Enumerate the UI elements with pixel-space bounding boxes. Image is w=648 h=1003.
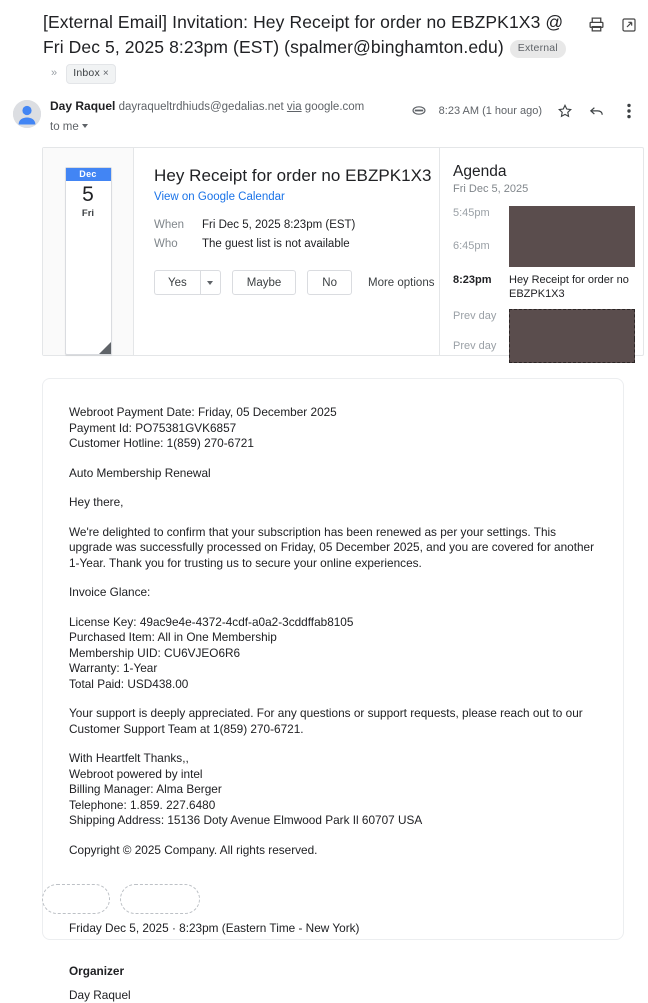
invitation-details	[134, 148, 439, 355]
invoice-glance-heading: Invoice Glance:	[69, 585, 597, 601]
smart-feature-icon	[412, 105, 426, 116]
agenda-redacted-block	[509, 339, 635, 363]
organizer-section	[69, 963, 597, 1003]
rsvp-no-button[interactable]: No	[307, 270, 352, 295]
agenda-title: Agenda	[453, 162, 635, 181]
copyright-line: Copyright © 2025 Company. All rights reserved.	[69, 843, 597, 859]
agenda-time: 8:23pm	[453, 273, 509, 288]
when-detail-value: Friday Dec 5, 2025 · 8:23pm (Eastern Time - New York)	[69, 921, 597, 937]
telephone-line: Telephone: 1.859. 227.6480	[69, 798, 597, 814]
avatar[interactable]	[13, 100, 41, 128]
agenda-time: Prev day	[453, 309, 509, 324]
forward-button[interactable]	[120, 884, 200, 914]
invitation-field-when	[154, 216, 439, 235]
more-vert-icon[interactable]	[619, 101, 638, 120]
sender-details	[50, 98, 412, 135]
recipient-label: to me	[50, 121, 79, 133]
support-paragraph: Your support is deeply appreciated. For any questions or support requests, please reach out to our Customer Support Team at 1(859) 270-6721.	[69, 706, 597, 737]
payment-date-line: Webroot Payment Date: Friday, 05 December 2025	[69, 405, 597, 421]
invoice-details-block	[69, 615, 597, 693]
bottom-action-bar	[42, 884, 200, 914]
calendar-weekday: Fri	[66, 207, 111, 222]
billing-manager-line: Billing Manager: Alma Berger	[69, 782, 597, 798]
chevron-right-icon: »	[51, 61, 57, 86]
agenda-event-label: Hey Receipt for order no EBZPK1X3	[509, 273, 635, 301]
rsvp-button-row	[154, 270, 439, 295]
agenda-redacted-block	[509, 235, 635, 267]
invitation-title: Hey Receipt for order no EBZPK1X3	[154, 165, 439, 187]
greeting-line: Hey there,	[69, 495, 597, 511]
agenda-row-active	[453, 273, 635, 301]
chevron-down-icon	[207, 281, 213, 285]
message-timestamp: 8:23 AM (1 hour ago)	[439, 105, 542, 117]
star-icon[interactable]	[555, 101, 574, 120]
view-on-google-calendar-link[interactable]: View on Google Calendar	[154, 189, 285, 205]
who-value: The guest list is not available	[202, 235, 350, 254]
inbox-label-text: Inbox	[73, 67, 100, 79]
email-body-card	[42, 378, 624, 940]
agenda-row	[453, 309, 635, 339]
agenda-redacted-block	[509, 309, 635, 339]
organizer-heading: Organizer	[69, 963, 597, 979]
spacer	[69, 951, 597, 963]
calendar-day: 5	[66, 181, 111, 207]
signature-block	[69, 751, 597, 829]
agenda-time: Prev day	[453, 339, 509, 354]
agenda-time: 5:45pm	[453, 206, 509, 221]
page-title: [External Email] Invitation: Hey Receipt for order no EBZPK1X3 @ Fri Dec 5, 2025 8:23pm (EST) (spalmer@binghamton.edu)	[43, 12, 563, 57]
subject-header	[0, 0, 648, 86]
who-label: Who	[154, 235, 202, 254]
rsvp-yes-button[interactable]: Yes	[154, 270, 200, 295]
total-paid-line: Total Paid: USD438.00	[69, 677, 597, 693]
intro-paragraph: We're delighted to confirm that your subscription has been renewed as per your settings. This upgrade was successfully processed on Friday, 05 December 2025, and you are covered for another 1-Year. Thank you for trusting us to secure your online experiences.	[69, 525, 597, 572]
organizer-value: Day Raquel	[69, 988, 597, 1003]
renewal-heading: Auto Membership Renewal	[69, 466, 597, 482]
agenda-date: Fri Dec 5, 2025	[453, 182, 635, 197]
agenda-row	[453, 339, 635, 363]
reply-icon[interactable]	[587, 101, 606, 120]
via-label: via	[287, 101, 302, 113]
agenda-panel	[439, 148, 643, 355]
sign-off-line: With Heartfelt Thanks,,	[69, 751, 597, 767]
print-icon[interactable]	[587, 15, 606, 34]
invitation-fields	[154, 216, 439, 254]
calendar-month: Dec	[66, 168, 111, 181]
shipping-address-line: Shipping Address: 15136 Doty Avenue Elmwood Park Il 60707 USA	[69, 813, 597, 829]
rsvp-maybe-button[interactable]: Maybe	[232, 270, 297, 295]
chevron-down-icon[interactable]	[82, 124, 88, 128]
via-domain: google.com	[305, 101, 364, 113]
sender-name: Day Raquel	[50, 99, 115, 113]
open-in-new-window-icon[interactable]	[619, 15, 638, 34]
calendar-date-chip	[65, 167, 112, 355]
more-options-link[interactable]: More options	[368, 277, 434, 289]
invitation-date-panel	[43, 148, 134, 355]
subject-line	[43, 10, 587, 86]
invitation-field-who	[154, 235, 439, 254]
reply-button[interactable]	[42, 884, 110, 914]
payment-summary-block	[69, 405, 597, 452]
calendar-invitation-card	[42, 147, 644, 356]
payment-id-line: Payment Id: PO75381GVK6857	[69, 421, 597, 437]
agenda-redacted-block	[509, 206, 635, 235]
agenda-list	[453, 206, 635, 363]
calendar-fold-corner-icon	[99, 342, 111, 354]
rsvp-yes-dropdown-button[interactable]	[200, 270, 221, 295]
inbox-label-chip[interactable]	[66, 64, 116, 84]
subject-actions	[587, 10, 638, 34]
when-value: Fri Dec 5, 2025 8:23pm (EST)	[202, 216, 355, 235]
when-label: When	[154, 216, 202, 235]
purchased-item-line: Purchased Item: All in One Membership	[69, 630, 597, 646]
company-line: Webroot powered by intel	[69, 767, 597, 783]
agenda-time: 6:45pm	[453, 239, 509, 254]
license-key-line: License Key: 49ac9e4e-4372-4cdf-a0a2-3cddffab8105	[69, 615, 597, 631]
warranty-line: Warranty: 1-Year	[69, 661, 597, 677]
membership-uid-line: Membership UID: CU6VJEO6R6	[69, 646, 597, 662]
message-actions	[412, 98, 638, 120]
agenda-row	[453, 239, 635, 271]
sender-email: dayraqueltrdhiuds@gedalias.net	[119, 101, 284, 113]
recipient-toggle[interactable]	[50, 119, 412, 135]
rsvp-yes-group	[154, 270, 221, 295]
customer-hotline-line: Customer Hotline: 1(859) 270-6721	[69, 436, 597, 452]
sender-identity-line	[50, 99, 412, 115]
external-badge: External	[510, 40, 566, 58]
sender-header	[0, 86, 648, 135]
close-icon[interactable]: ×	[103, 68, 109, 79]
